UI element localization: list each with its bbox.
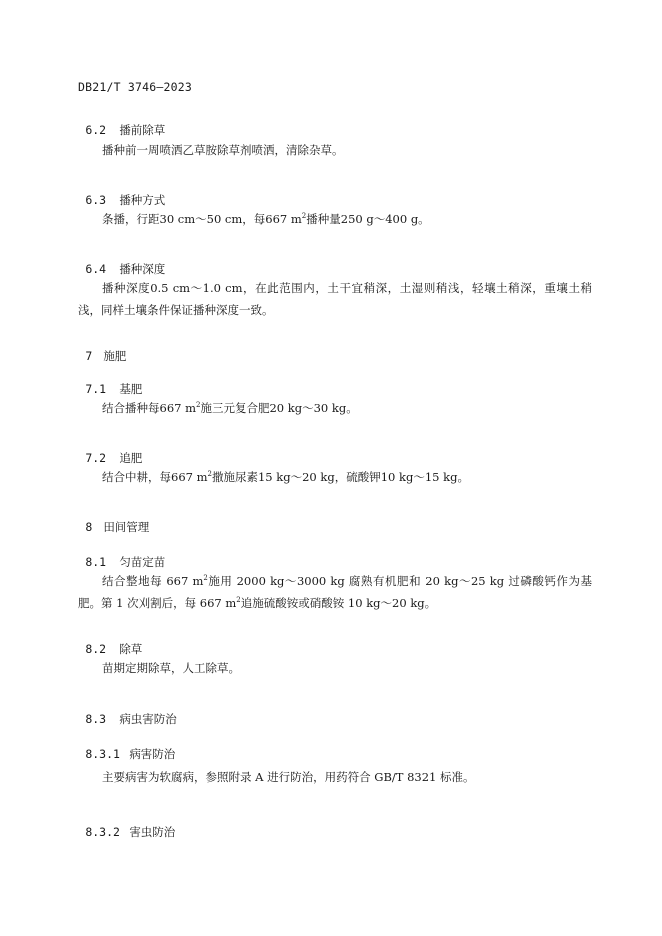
superscript: 2 <box>196 401 201 410</box>
section-heading-7 <box>78 334 126 364</box>
section-heading-6-3 <box>78 178 165 208</box>
section-title: 播前除草 <box>119 123 166 137</box>
text-run: 结合播种每667 m <box>102 401 197 415</box>
document-code: DB21/T 3746—2023 <box>78 80 192 94</box>
paragraph-8-2: 苗期定期除草，人工除草。 <box>102 661 240 675</box>
paragraph-8-3-1: 主要病害为软腐病，参照附录 A 进行防治，用药符合 GB/T 8321 标准。 <box>102 770 475 784</box>
section-title: 匀苗定苗 <box>119 555 166 569</box>
section-title: 田间管理 <box>103 520 150 534</box>
section-title: 追肥 <box>119 451 143 465</box>
section-number: 8.3.2 <box>85 825 120 839</box>
paragraph-8-1 <box>78 570 592 614</box>
section-number: 6.2 <box>85 123 107 137</box>
section-number: 7.2 <box>85 451 107 465</box>
section-title: 除草 <box>119 642 143 656</box>
section-number: 7.1 <box>85 382 107 396</box>
section-title: 基肥 <box>119 382 143 396</box>
section-heading-8-3-2 <box>78 810 175 840</box>
paragraph-7-1 <box>78 397 592 419</box>
section-heading-8-2 <box>78 627 142 657</box>
section-number: 8.3.1 <box>85 747 120 761</box>
section-heading-6-4 <box>78 247 165 277</box>
section-number: 7 <box>85 349 93 363</box>
text-run: 结合中耕，每667 m <box>102 470 208 484</box>
section-heading-8-1 <box>78 540 165 570</box>
section-title: 病害防治 <box>129 747 176 761</box>
superscript: 2 <box>301 212 307 221</box>
text-run: 结合整地每 667 m <box>102 574 204 588</box>
paragraph-6-3 <box>78 208 592 230</box>
section-number: 8.2 <box>85 642 107 656</box>
superscript: 2 <box>203 574 208 583</box>
text-run: 播种量250 g～400 g。 <box>306 212 430 226</box>
superscript: 2 <box>207 470 212 479</box>
section-title: 播种方式 <box>119 193 166 207</box>
section-heading-7-2 <box>78 436 142 466</box>
text-run: 条播，行距30 cm～50 cm，每667 m <box>102 212 302 226</box>
section-heading-8-3-1 <box>78 732 175 762</box>
paragraph-7-2 <box>78 466 592 488</box>
section-heading-6-2 <box>78 108 165 138</box>
section-heading-7-1 <box>78 367 142 397</box>
section-number: 6.4 <box>85 262 107 276</box>
paragraph-6-2: 播种前一周喷洒乙草胺除草剂喷洒，清除杂草。 <box>102 143 344 157</box>
section-number: 8.1 <box>85 555 107 569</box>
section-heading-8 <box>78 505 149 535</box>
section-number: 8 <box>85 520 93 534</box>
paragraph-6-4: 播种深度0.5 cm～1.0 cm，在此范围内，土干宜稍深，土湿则稍浅，轻壤土稍深，重壤土稍浅，同样土壤条件保证播种深度一致。 <box>78 281 592 317</box>
section-number: 6.3 <box>85 193 107 207</box>
text-run: 追施硫酸铵或硝酸铵 10 kg～20 kg。 <box>240 596 437 610</box>
section-title: 病虫害防治 <box>119 712 177 726</box>
section-title: 施肥 <box>103 349 127 363</box>
superscript: 2 <box>236 596 241 605</box>
text-run: 撒施尿素15 kg～20 kg，硫酸钾10 kg～15 kg。 <box>211 470 469 484</box>
text-run: 施三元复合肥20 kg～30 kg。 <box>200 401 358 415</box>
section-number: 8.3 <box>85 712 107 726</box>
section-heading-8-3 <box>78 697 177 727</box>
text-run: 施用 2000 kg～3000 kg 腐熟有机肥和 20 kg～25 kg 过磷酸钙作为基肥。第 1 次刈割后，每 667 m <box>78 574 592 610</box>
section-title: 播种深度 <box>119 262 166 276</box>
section-title: 害虫防治 <box>129 825 176 839</box>
